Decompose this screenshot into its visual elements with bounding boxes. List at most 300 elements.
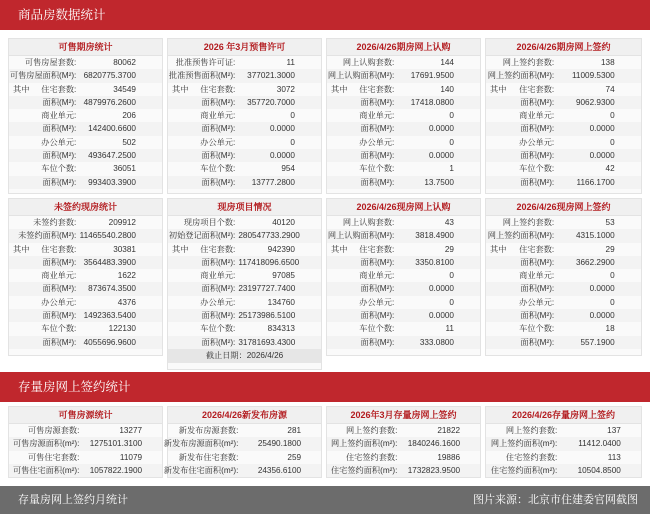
row-label: 面积(M²): [201, 151, 236, 161]
row-label: 面积(M²): [201, 124, 236, 134]
stat-row [168, 229, 321, 242]
row-label: 商业单元: [519, 111, 555, 121]
row-label: 面积(M²): [201, 337, 236, 347]
row-value: 140 [440, 84, 454, 94]
row-label: 车位个数: [519, 324, 555, 334]
row-label: 网上认购套数: [342, 218, 395, 227]
stat-row [168, 162, 321, 175]
panel-title: 现房项目情况 [168, 199, 321, 216]
row-value: 280547733.2900 [238, 231, 300, 241]
row-label: 面积(M²): [360, 97, 395, 107]
stat-row [168, 136, 321, 149]
row-value: 9062.9300 [575, 97, 615, 107]
row-prefix: 其中 [172, 244, 189, 254]
stat-row [486, 437, 641, 450]
stat-row [327, 336, 480, 349]
stat-row [327, 136, 480, 149]
stat-row [486, 69, 641, 82]
row-value: 357720.7000 [247, 97, 295, 107]
row-value: 3564483.3900 [83, 257, 136, 267]
row-value: 1622 [117, 271, 136, 281]
row-value: 142400.6600 [88, 124, 136, 134]
stat-row [168, 149, 321, 162]
row-label: 住宅套数: [200, 244, 236, 254]
row-value: 144 [440, 58, 454, 67]
row-label: 住宅套数: [359, 84, 395, 94]
row-value: 11465540.2800 [79, 231, 136, 241]
row-value: 0.0000 [589, 311, 615, 321]
row-label: 面积(M²): [42, 337, 77, 347]
row-value: 25490.1800 [257, 439, 302, 449]
stat-row [327, 176, 480, 189]
row-value: 21822 [437, 426, 461, 435]
row-label: 未签约套数: [33, 218, 77, 227]
row-label: 办公单元: [200, 297, 236, 307]
stat-row [163, 464, 321, 477]
row-value: 29 [605, 244, 615, 254]
row-value: 1840246.1600 [407, 439, 461, 449]
stat-row [168, 216, 321, 229]
stat-row [327, 437, 480, 450]
panel-title: 2026 年3月预售许可 [168, 39, 321, 56]
stat-row [486, 424, 641, 437]
panel-rows [486, 56, 641, 189]
section-header-commercial-housing: 商品房数据统计 [0, 0, 650, 30]
row-label: 车位个数: [41, 324, 77, 334]
row-prefix: 其中 [331, 84, 348, 94]
stat-row [486, 162, 641, 175]
row-value: 1057822.1900 [89, 465, 143, 475]
stat-row [327, 282, 480, 295]
row-value: 1732823.9500 [407, 465, 461, 475]
row-value: 993403.3900 [88, 177, 136, 187]
row-label: 面积(M²): [42, 311, 77, 321]
row-label: 网上签约套数: [345, 426, 398, 435]
row-label: 办公单元: [41, 137, 77, 147]
stat-row [9, 464, 162, 477]
row-label: 面积(M²): [42, 257, 77, 267]
row-value: 281 [287, 426, 302, 435]
stat-row [327, 162, 480, 175]
row-value: 40120 [272, 218, 295, 227]
panel-daily-signing [485, 406, 642, 478]
stat-row [168, 256, 321, 269]
row-label: 办公单元: [200, 137, 236, 147]
row-label: 网上认购面积(M²): [327, 71, 395, 81]
stat-row [486, 256, 641, 269]
row-value: 23197727.7400 [238, 284, 296, 294]
row-label: 面积(M²): [520, 337, 555, 347]
row-label: 办公单元: [519, 137, 555, 147]
row-label: 面积(M²): [360, 337, 395, 347]
panel-title: 可售房源统计 [9, 407, 162, 424]
row-label: 住宅签约套数: [505, 452, 558, 462]
row-value: 6820775.3700 [83, 71, 136, 81]
stat-row [9, 322, 162, 335]
row-value: 1492363.5400 [83, 311, 136, 321]
stat-row [327, 122, 480, 135]
row-label: 面积(M²): [201, 257, 236, 267]
stat-row [9, 229, 162, 242]
row-label: 面积(M²): [201, 97, 236, 107]
row-value: 0.0000 [589, 284, 615, 294]
stat-row [486, 229, 641, 242]
stat-row [327, 464, 480, 477]
row-value: 0.0000 [428, 311, 454, 321]
stat-row [168, 109, 321, 122]
row-label: 面积(M²): [42, 177, 77, 187]
row-value: 31781693.4300 [238, 337, 296, 347]
stat-row [327, 243, 480, 256]
row-label: 住宅套数: [519, 84, 555, 94]
stat-row [486, 336, 641, 349]
stat-row [327, 451, 480, 464]
row-label: 批准预售许可证: [175, 58, 236, 67]
row-value: 4055696.9600 [83, 337, 136, 347]
stat-row [486, 296, 641, 309]
row-label: 车位个数: [200, 164, 236, 174]
row-value: 0 [449, 297, 454, 307]
row-label: 面积(M²): [42, 97, 77, 107]
row-label: 住宅套数: [41, 84, 77, 94]
row-label: 面积(M²): [201, 177, 236, 187]
row-label: 车位个数: [200, 324, 236, 334]
row-label: 网上签约面积(M²): [487, 71, 555, 81]
stat-row [327, 149, 480, 162]
panel-rows [9, 56, 162, 189]
panel-rows [486, 216, 641, 349]
row-value: 11009.5300 [571, 71, 615, 81]
panel-rows [168, 56, 321, 189]
row-label: 住宅签约面积(m²): [330, 465, 398, 475]
row-label: 商业单元: [519, 271, 555, 281]
row-label: 面积(M²): [520, 257, 555, 267]
row-label: 网上签约面积(m²): [490, 439, 558, 449]
panel-futures-signing [485, 38, 642, 194]
panel-title: 2026/4/26存量房网上签约 [486, 407, 641, 424]
row-label: 批准预售面积(M²): [168, 71, 236, 81]
panel-new-listings [163, 406, 322, 478]
panel-rows [486, 424, 641, 477]
panel-available-listings [8, 406, 163, 478]
row-value: 122130 [108, 324, 136, 334]
row-value: 13.7500 [424, 177, 454, 187]
stat-row [9, 256, 162, 269]
stat-row [168, 96, 321, 109]
row-label: 网上签约面积(M²): [487, 231, 555, 241]
stat-row [486, 176, 641, 189]
row-value: 10504.8500 [577, 465, 621, 475]
row-value: 0 [610, 137, 615, 147]
panel-futures-subscription [326, 38, 481, 194]
stat-row [327, 69, 480, 82]
row-label: 面积(M²): [201, 311, 236, 321]
stat-row [9, 122, 162, 135]
row-value: 834313 [267, 324, 295, 334]
panel-unsigned-existing [8, 198, 163, 356]
panel-title: 2026/4/26新发布房源 [168, 407, 321, 424]
row-value: 17418.0800 [410, 97, 454, 107]
row-label: 住宅套数: [359, 244, 395, 254]
row-value: 0 [449, 111, 454, 121]
row-value: 493647.2500 [88, 151, 136, 161]
stat-row [168, 424, 321, 437]
stat-row [9, 269, 162, 282]
row-label: 网上认购面积(M²): [327, 231, 395, 241]
panel-title: 2026/4/26期房网上签约 [486, 39, 641, 56]
stat-row [327, 256, 480, 269]
row-value: 0.0000 [269, 151, 295, 161]
stat-row [9, 424, 162, 437]
row-label: 住宅签约套数: [345, 452, 398, 462]
stat-row [486, 309, 641, 322]
panel-title: 2026/4/26现房网上签约 [486, 199, 641, 216]
stat-row [168, 309, 321, 322]
row-value: 11079 [119, 452, 143, 462]
stat-row [327, 309, 480, 322]
row-label: 可售住宅面积(m²): [12, 465, 80, 475]
row-value: 11412.0400 [578, 439, 621, 449]
row-value: 209912 [108, 218, 136, 227]
row-prefix: 其中 [490, 244, 507, 254]
stat-row [486, 269, 641, 282]
row-value: 0.0000 [428, 124, 454, 134]
stat-row [168, 83, 321, 96]
row-label: 可售房屋套数: [24, 58, 77, 67]
row-value: 29 [444, 244, 454, 254]
row-value: 117418096.6500 [238, 257, 300, 267]
row-value: 13777.2800 [251, 177, 295, 187]
panel-title: 2026年3月存量房网上签约 [327, 407, 480, 424]
row-label: 面积(M²): [42, 151, 77, 161]
stat-row [9, 149, 162, 162]
stat-row [327, 322, 480, 335]
row-value: 942390 [267, 244, 295, 254]
row-label: 住宅套数: [41, 244, 77, 254]
row-value: 43 [444, 218, 454, 227]
row-label: 住宅套数: [519, 244, 555, 254]
stat-row [486, 109, 641, 122]
row-label: 面积(M²): [42, 124, 77, 134]
stat-row [327, 269, 480, 282]
row-value: 3350.8100 [415, 257, 454, 267]
row-label: 商业单元: [200, 271, 236, 281]
row-value: 1 [449, 164, 454, 174]
panel-rows [163, 424, 321, 477]
stat-row [486, 322, 641, 335]
stat-row [168, 322, 321, 335]
row-label: 商业单元: [359, 111, 395, 121]
row-value: 0.0000 [589, 124, 615, 134]
row-value: 11 [286, 58, 295, 67]
row-value: 34549 [113, 84, 136, 94]
stat-row [9, 243, 162, 256]
row-value: 1166.1700 [576, 177, 615, 187]
row-value: 30381 [113, 244, 136, 254]
row-label: 办公单元: [359, 137, 395, 147]
row-label: 面积(M²): [520, 311, 555, 321]
row-label: 网上签约套数: [505, 426, 558, 435]
stat-row [168, 269, 321, 282]
row-prefix: 其中 [13, 84, 30, 94]
stat-row [327, 109, 480, 122]
stat-row [168, 122, 321, 135]
row-value: 24356.6100 [257, 465, 302, 475]
row-value: 4376 [117, 297, 136, 307]
row-value: 1275101.3100 [89, 439, 143, 449]
row-label: 商业单元: [200, 111, 236, 121]
row-value: 954 [281, 164, 295, 174]
panel-title: 可售期房统计 [9, 39, 162, 56]
row-value: 4879976.2600 [83, 97, 136, 107]
row-value: 557.1900 [580, 337, 615, 347]
row-label: 现房项目个数: [183, 218, 236, 227]
row-value: 53 [605, 218, 615, 227]
row-label: 可售房源面积(m²): [12, 439, 80, 449]
row-label: 商业单元: [359, 271, 395, 281]
panel-title: 2026/4/26期房网上认购 [327, 39, 480, 56]
row-label: 车位个数: [41, 164, 77, 174]
stat-row [9, 69, 162, 82]
panel-rows [327, 424, 480, 477]
row-label: 面积(M²): [520, 284, 555, 294]
stat-row [168, 451, 321, 464]
row-label: 面积(M²): [360, 311, 395, 321]
stat-row [9, 162, 162, 175]
panel-title: 未签约现房统计 [9, 199, 162, 216]
row-value: 206 [122, 111, 136, 121]
row-label: 面积(M²): [360, 124, 395, 134]
row-label: 车位个数: [359, 324, 395, 334]
row-label: 面积(M²): [42, 284, 77, 294]
row-value: 0 [449, 137, 454, 147]
stat-row [486, 56, 641, 69]
row-label: 办公单元: [519, 297, 555, 307]
stat-row [486, 136, 641, 149]
row-value: 74 [605, 84, 615, 94]
row-value: 873674.3500 [88, 284, 136, 294]
row-value: 333.0800 [419, 337, 454, 347]
row-value: 502 [122, 137, 136, 147]
stat-row [486, 83, 641, 96]
monthly-stats-bar [0, 486, 650, 514]
stat-row [9, 437, 162, 450]
row-label: 新发布房源面积(m²): [163, 439, 239, 449]
row-value: 138 [600, 58, 615, 67]
row-value: 0.0000 [589, 151, 615, 161]
row-value: 0.0000 [428, 151, 454, 161]
row-label: 初始登记面积(M²): [168, 231, 236, 241]
row-value: 25173986.5100 [238, 311, 296, 321]
panel-rows [327, 216, 480, 349]
stat-row [486, 451, 641, 464]
stat-row [9, 451, 162, 464]
row-value: 377021.3000 [247, 71, 295, 81]
stat-row [9, 176, 162, 189]
row-value: 13277 [119, 426, 143, 435]
row-value: 0.0000 [269, 124, 295, 134]
image-source-note: 图片来源：北京市住建委官网截图 [473, 494, 638, 506]
panel-existing-projects [167, 198, 322, 370]
panel-rows [327, 56, 480, 189]
row-value: 36051 [113, 164, 136, 174]
panel-existing-signing [485, 198, 642, 356]
row-value: 113 [607, 452, 621, 462]
stat-row [168, 243, 321, 256]
row-value: 3072 [276, 84, 295, 94]
row-label: 面积(M²): [520, 124, 555, 134]
stat-row [9, 336, 162, 349]
row-label: 车位个数: [359, 164, 395, 174]
row-value: 0 [610, 271, 615, 281]
row-prefix: 其中 [172, 84, 189, 94]
panel-rows [9, 216, 162, 349]
row-value: 259 [287, 452, 302, 462]
stat-row [486, 464, 641, 477]
row-prefix: 其中 [13, 244, 30, 254]
section-header-second-hand: 存量房网上签约统计 [0, 372, 650, 402]
row-label: 面积(M²): [201, 284, 236, 294]
row-label: 商业单元: [41, 111, 77, 121]
row-value: 80062 [113, 58, 136, 67]
row-value: 11 [445, 324, 454, 334]
stat-row [327, 296, 480, 309]
stat-row [486, 96, 641, 109]
stat-row [486, 243, 641, 256]
stat-row [486, 282, 641, 295]
row-label: 面积(M²): [520, 177, 555, 187]
row-value: 137 [607, 426, 621, 435]
row-value: 0 [449, 271, 454, 281]
stat-row [9, 136, 162, 149]
row-value: 19886 [437, 452, 461, 462]
stat-row [168, 56, 321, 69]
row-label: 网上签约面积(m²): [330, 439, 398, 449]
row-label: 面积(M²): [360, 177, 395, 187]
row-label: 可售房源套数: [27, 426, 80, 435]
stat-row [168, 69, 321, 82]
panel-rows [168, 216, 321, 349]
row-label: 面积(M²): [520, 151, 555, 161]
stat-row [168, 296, 321, 309]
row-label: 新发布住宅面积(m²): [163, 465, 239, 475]
row-value: 134760 [267, 297, 295, 307]
stat-row [168, 176, 321, 189]
stat-row [168, 282, 321, 295]
row-value: 4315.1000 [575, 231, 615, 241]
row-value: 0 [610, 297, 615, 307]
row-label: 办公单元: [359, 297, 395, 307]
panel-available-futures [8, 38, 163, 194]
row-label: 可售住宅套数: [27, 452, 80, 462]
stat-row [9, 282, 162, 295]
panel-monthly-signing [326, 406, 481, 478]
stat-row [327, 96, 480, 109]
row-label: 未签约面积(M²): [18, 231, 77, 241]
stat-row [163, 437, 321, 450]
row-label: 商业单元: [41, 271, 77, 281]
row-value: 17691.9500 [410, 71, 454, 81]
row-prefix: 其中 [490, 84, 507, 94]
stat-row [9, 216, 162, 229]
row-value: 0 [290, 111, 295, 121]
stat-row [486, 149, 641, 162]
panel-existing-subscription [326, 198, 481, 356]
row-value: 0 [290, 137, 295, 147]
row-label: 面积(M²): [360, 257, 395, 267]
stat-row [486, 122, 641, 135]
row-label: 新发布住宅套数: [178, 452, 239, 462]
